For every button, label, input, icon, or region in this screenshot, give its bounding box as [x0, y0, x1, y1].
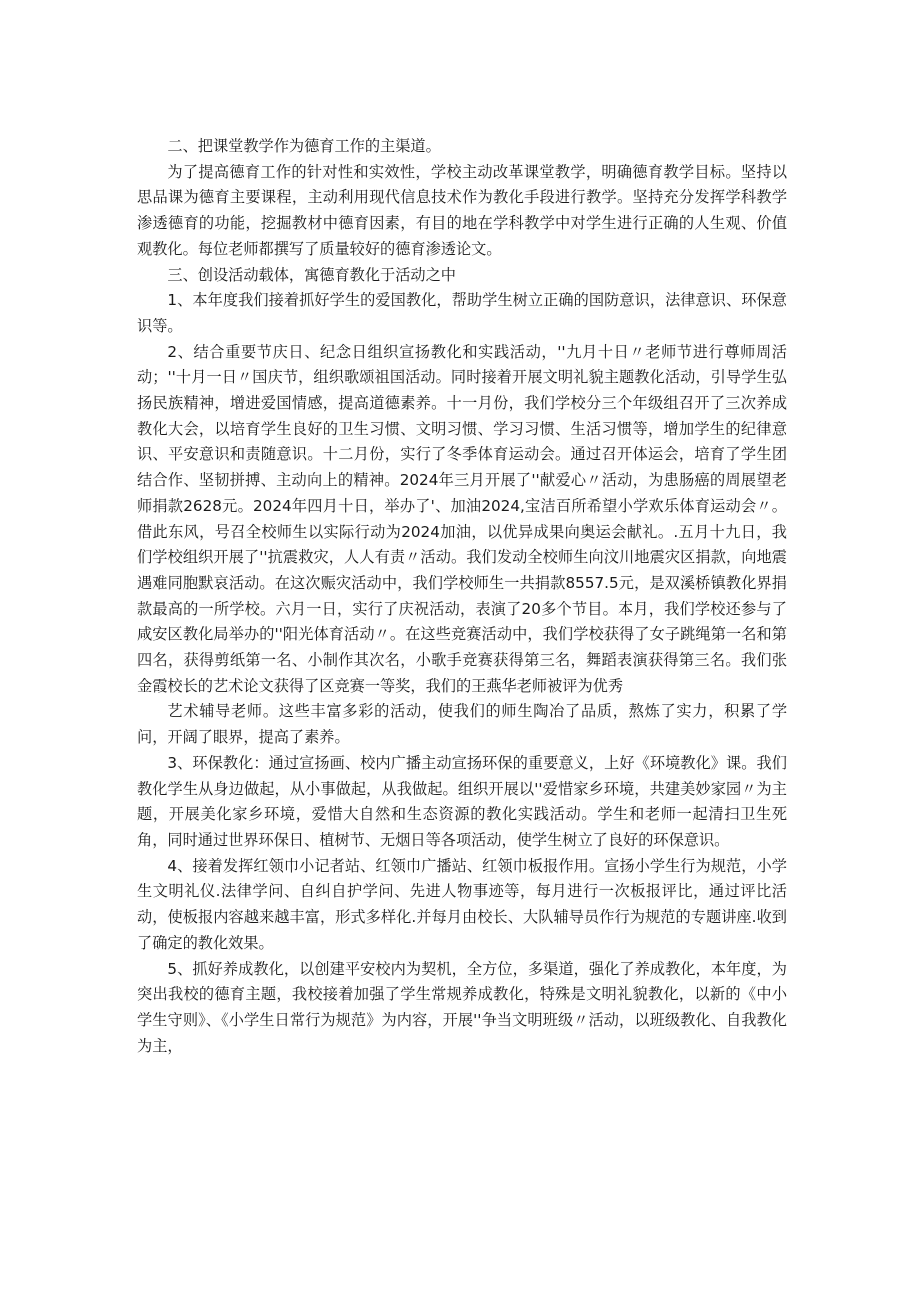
paragraph-item-5-habits: 5、抓好养成教化，以创建平安校内为契机，全方位，多渠道，强化了养成教化，本年度，为突出我校的德育主题，我校接着加强了学生常规养成教化，特殊是文明礼貌教化，以新的《中小学生守则》、《小学生日常行为规范》为内容，开展''争当文明班级〃活动，以班级教化、自我教化为主，: [137, 959, 787, 1055]
paragraph-classroom-teaching: 为了提高德育工作的针对性和实效性，学校主动改革课堂教学，明确德育教学目标。坚持以思品课为德育主要课程，主动利用现代信息技术作为教化手段进行教学。坚持充分发挥学科教学渗透德育的功能，挖掘教材中德育因素，有目的地在学科教学中对学生进行正确的人生观、价值观教化。每位老师都撰写了质量较好的德育渗透论文。: [137, 162, 787, 258]
paragraph-item-1-patriotism: 1、本年度我们接着抓好学生的爱国教化，帮助学生树立正确的国防意识，法律意识、环保意识等。: [137, 291, 787, 335]
paragraph-item-2-continued: 艺术辅导老师。这些丰富多彩的活动，使我们的师生陶冶了品质，熬炼了实力，积累了学问，开阔了眼界，提高了素养。: [137, 702, 787, 747]
section-heading-classroom: 二、把课堂教学作为德育工作的主渠道。: [167, 137, 441, 155]
document-body: [137, 134, 787, 1059]
section-heading-activities: 三、创设活动载体，寓德育教化于活动之中: [167, 265, 456, 284]
paragraph-item-4-red-scarf: 4、接着发挥红领巾小记者站、红领巾广播站、红领巾板报作用。宣扬小学生行为规范，小学生文明礼仪.法律学问、自纠自护学问、先进人物事迹等，每月进行一次板报评比，通过评比活动，使板报内容越来越丰富，形式多样化.并每月由校长、大队辅导员作行为规范的专题讲座.收到了确定的教化效果。: [137, 856, 787, 952]
paragraph-item-2-festivals: 2、结合重要节庆日、纪念日组织宣扬教化和实践活动，''九月十日〃老师节进行尊师周活动；''十月一日〃国庆节，组织歌颂祖国活动。同时接着开展文明礼貌主题教化活动，引导学生弘扬民族精神，增进爱国情感，提高道德素养。十一月份，我们学校分三个年级组召开了三次养成教化大会，以培育学生良好的卫生习惯、文明习惯、学习习惯、生活习惯等，增加学生的纪律意识、平安意识和责随意识。十二月份，实行了冬季体育运动会。通过召开体运会，培育了学生团结合作、坚韧拼搏、主动向上的精神。2024年三月开展了''献爱心〃活动，为患肠癌的周展望老师捐款2628元。2024年四月十日，举办了'、加油2024,宝洁百所希望小学欢乐体育运动会〃。借此东风，号召全校师生以实际行动为2024加油，以优异成果向奥运会献礼。.五月十九日，我们学校组织开展了''抗震救灾，人人有责〃活动。我们发动全校师生向汶川地震灾区捐款，向地震遇难同胞默哀活动。在这次赈灾活动中，我们学校师生一共捐款8557.5元，是双溪桥镇教化界捐款最高的一所学校。六月一日，实行了庆祝活动，表演了20多个节目。本月，我们学校还参与了咸安区教化局举办的''阳光体育活动〃。在这些竞赛活动中，我们学校获得了女子跳绳第一名和第四名，获得剪纸第一名、小制作其次名，小歌手竞赛获得第三名，舞蹈表演获得第三名。我们张金霞校长的艺术论文获得了区竞赛一等奖，我们的王燕华老师被评为优秀: [137, 342, 787, 695]
paragraph-item-3-environment: 3、环保教化：通过宣扬画、校内广播主动宣扬环保的重要意义，上好《环境教化》课。我们教化学生从身边做起，从小事做起，从我做起。组织开展以''爱惜家乡环境，共建美妙家园〃为主题，开展美化家乡环境，爱惜大自然和生态资源的教化实践活动。学生和老师一起清扫卫生死角，同时通过世界环保日、植树节、无烟日等各项活动，使学生树立了良好的环保意识。: [137, 753, 787, 849]
